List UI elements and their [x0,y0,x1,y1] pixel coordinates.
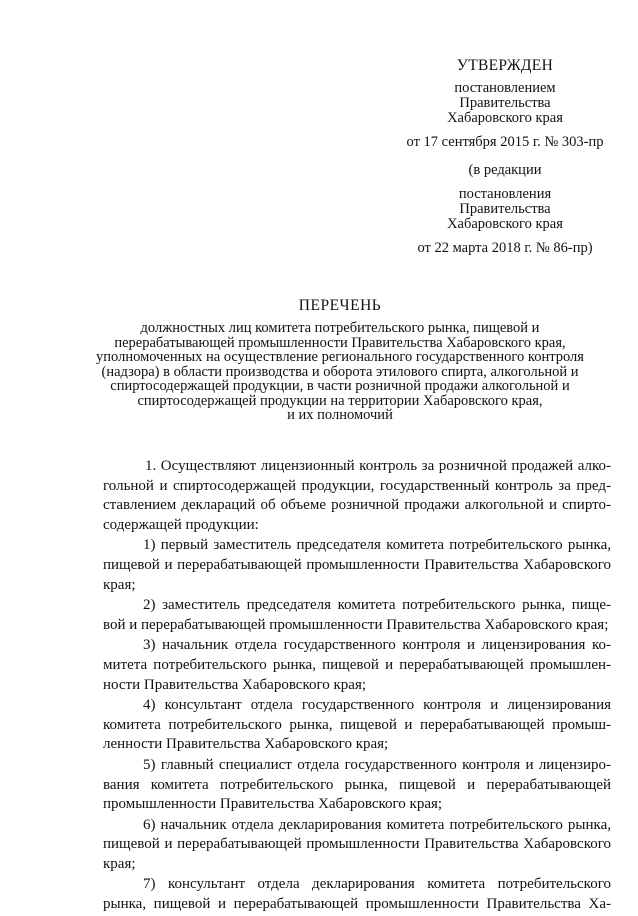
subtitle-line: перерабатывающей промышленности Правительства Хабаровского края, [114,334,566,351]
approval-line: Хабаровского края [447,110,563,126]
paragraph-line: ности Правительства Хабаровского края; [103,676,367,693]
revision-date: от 22 марта 2018 г. № 86-пр) [417,240,593,256]
list-item [103,696,611,755]
paragraph-line: ставлением деклараций об объеме розничной продажи алкогольной и спирто- [103,497,611,514]
paragraph-line: ленности Правительства Хабаровского края; [103,736,389,753]
paragraph-line: 1. Осуществляют лицензионный контроль за розничной продажей алко- [145,458,611,474]
paragraph-line: 5) главный специалист отдела государственного контроля и лицензиро- [143,756,611,773]
approval-line: Правительства [459,95,551,111]
revision-note: (в редакции [468,162,542,178]
subtitle-line: уполномоченных на осуществление регионального государственного контроля [96,349,584,365]
paragraph-line: митета потребительского рынка, пищевой и перерабатывающей промышлен- [103,656,611,673]
paragraph-line: рынка, пищевой и перерабатывающей промышленности Правительства Ха- [103,896,611,913]
paragraph-line: промышленности Правительства Хабаровского края; [103,796,443,813]
document-subtitle [60,321,620,423]
paragraph-line: края; [103,576,136,593]
revision-line: постановления [458,186,552,202]
paragraph-line: 1) первый заместитель председателя комитета потребительского рынка, [143,537,611,554]
subtitle-line: спиртосодержащей продукции на территории Хабаровского края, [137,392,543,409]
list-item [103,596,611,635]
document-title: ПЕРЕЧЕНЬ [298,297,382,314]
subtitle-line: (надзора) в области производства и оборота этилового спирта, алкогольной и [101,363,579,380]
paragraph-line: края; [103,855,136,872]
paragraph-line: пищевой и перерабатывающей промышленности Правительства Хабаровского [103,836,611,853]
list-item [103,536,611,595]
paragraph-line: 2) заместитель председателя комитета потребительского рынка, пище- [143,597,611,614]
paragraph-line: гольной и спиртосодержащей продукции, государственный контроль за пред- [103,477,611,494]
paragraph-line: вой и перерабатывающей промышленности Правительства Хабаровского края; [103,616,609,633]
paragraph-line: 7) консультант отдела декларирования комитета потребительского [143,876,611,893]
approval-title: УТВЕРЖДЕН [456,57,554,74]
list-item [103,816,611,875]
document-body [103,457,611,916]
list-item [103,636,611,695]
approval-date: от 17 сентября 2015 г. № 303-пр [406,134,604,150]
list-item [103,875,611,914]
document-heading [60,297,620,423]
intro-paragraph [103,457,611,535]
subtitle-line: спиртосодержащей продукции, в части розничной продажи алкогольной и [110,378,570,394]
paragraph-line: 3) начальник отдела государственного контроля и лицензирования ко- [143,637,611,654]
subtitle-line: должностных лиц комитета потребительского рынка, пищевой и [140,320,540,336]
revision-line: Хабаровского края [447,216,563,232]
paragraph-line: содержащей продукции: [103,516,259,533]
paragraph-line: комитета потребительского рынка, пищевой и перерабатывающей промыш- [103,716,611,733]
revision-line: Правительства [459,201,551,217]
approval-line: постановлением [454,80,556,96]
paragraph-line: 6) начальник отдела декларирования комитета потребительского рынка, [143,816,611,833]
paragraph-line: пищевой и перерабатывающей промышленности Правительства Хабаровского [103,556,611,573]
paragraph-line: вания комитета потребительского рынка, пищевой и перерабатывающей [103,776,611,793]
paragraph-line: 4) консультант отдела государственного контроля и лицензирования [143,697,611,714]
subtitle-line: и их полномочий [287,407,393,423]
list-item [103,756,611,815]
approval-stamp [390,58,620,256]
